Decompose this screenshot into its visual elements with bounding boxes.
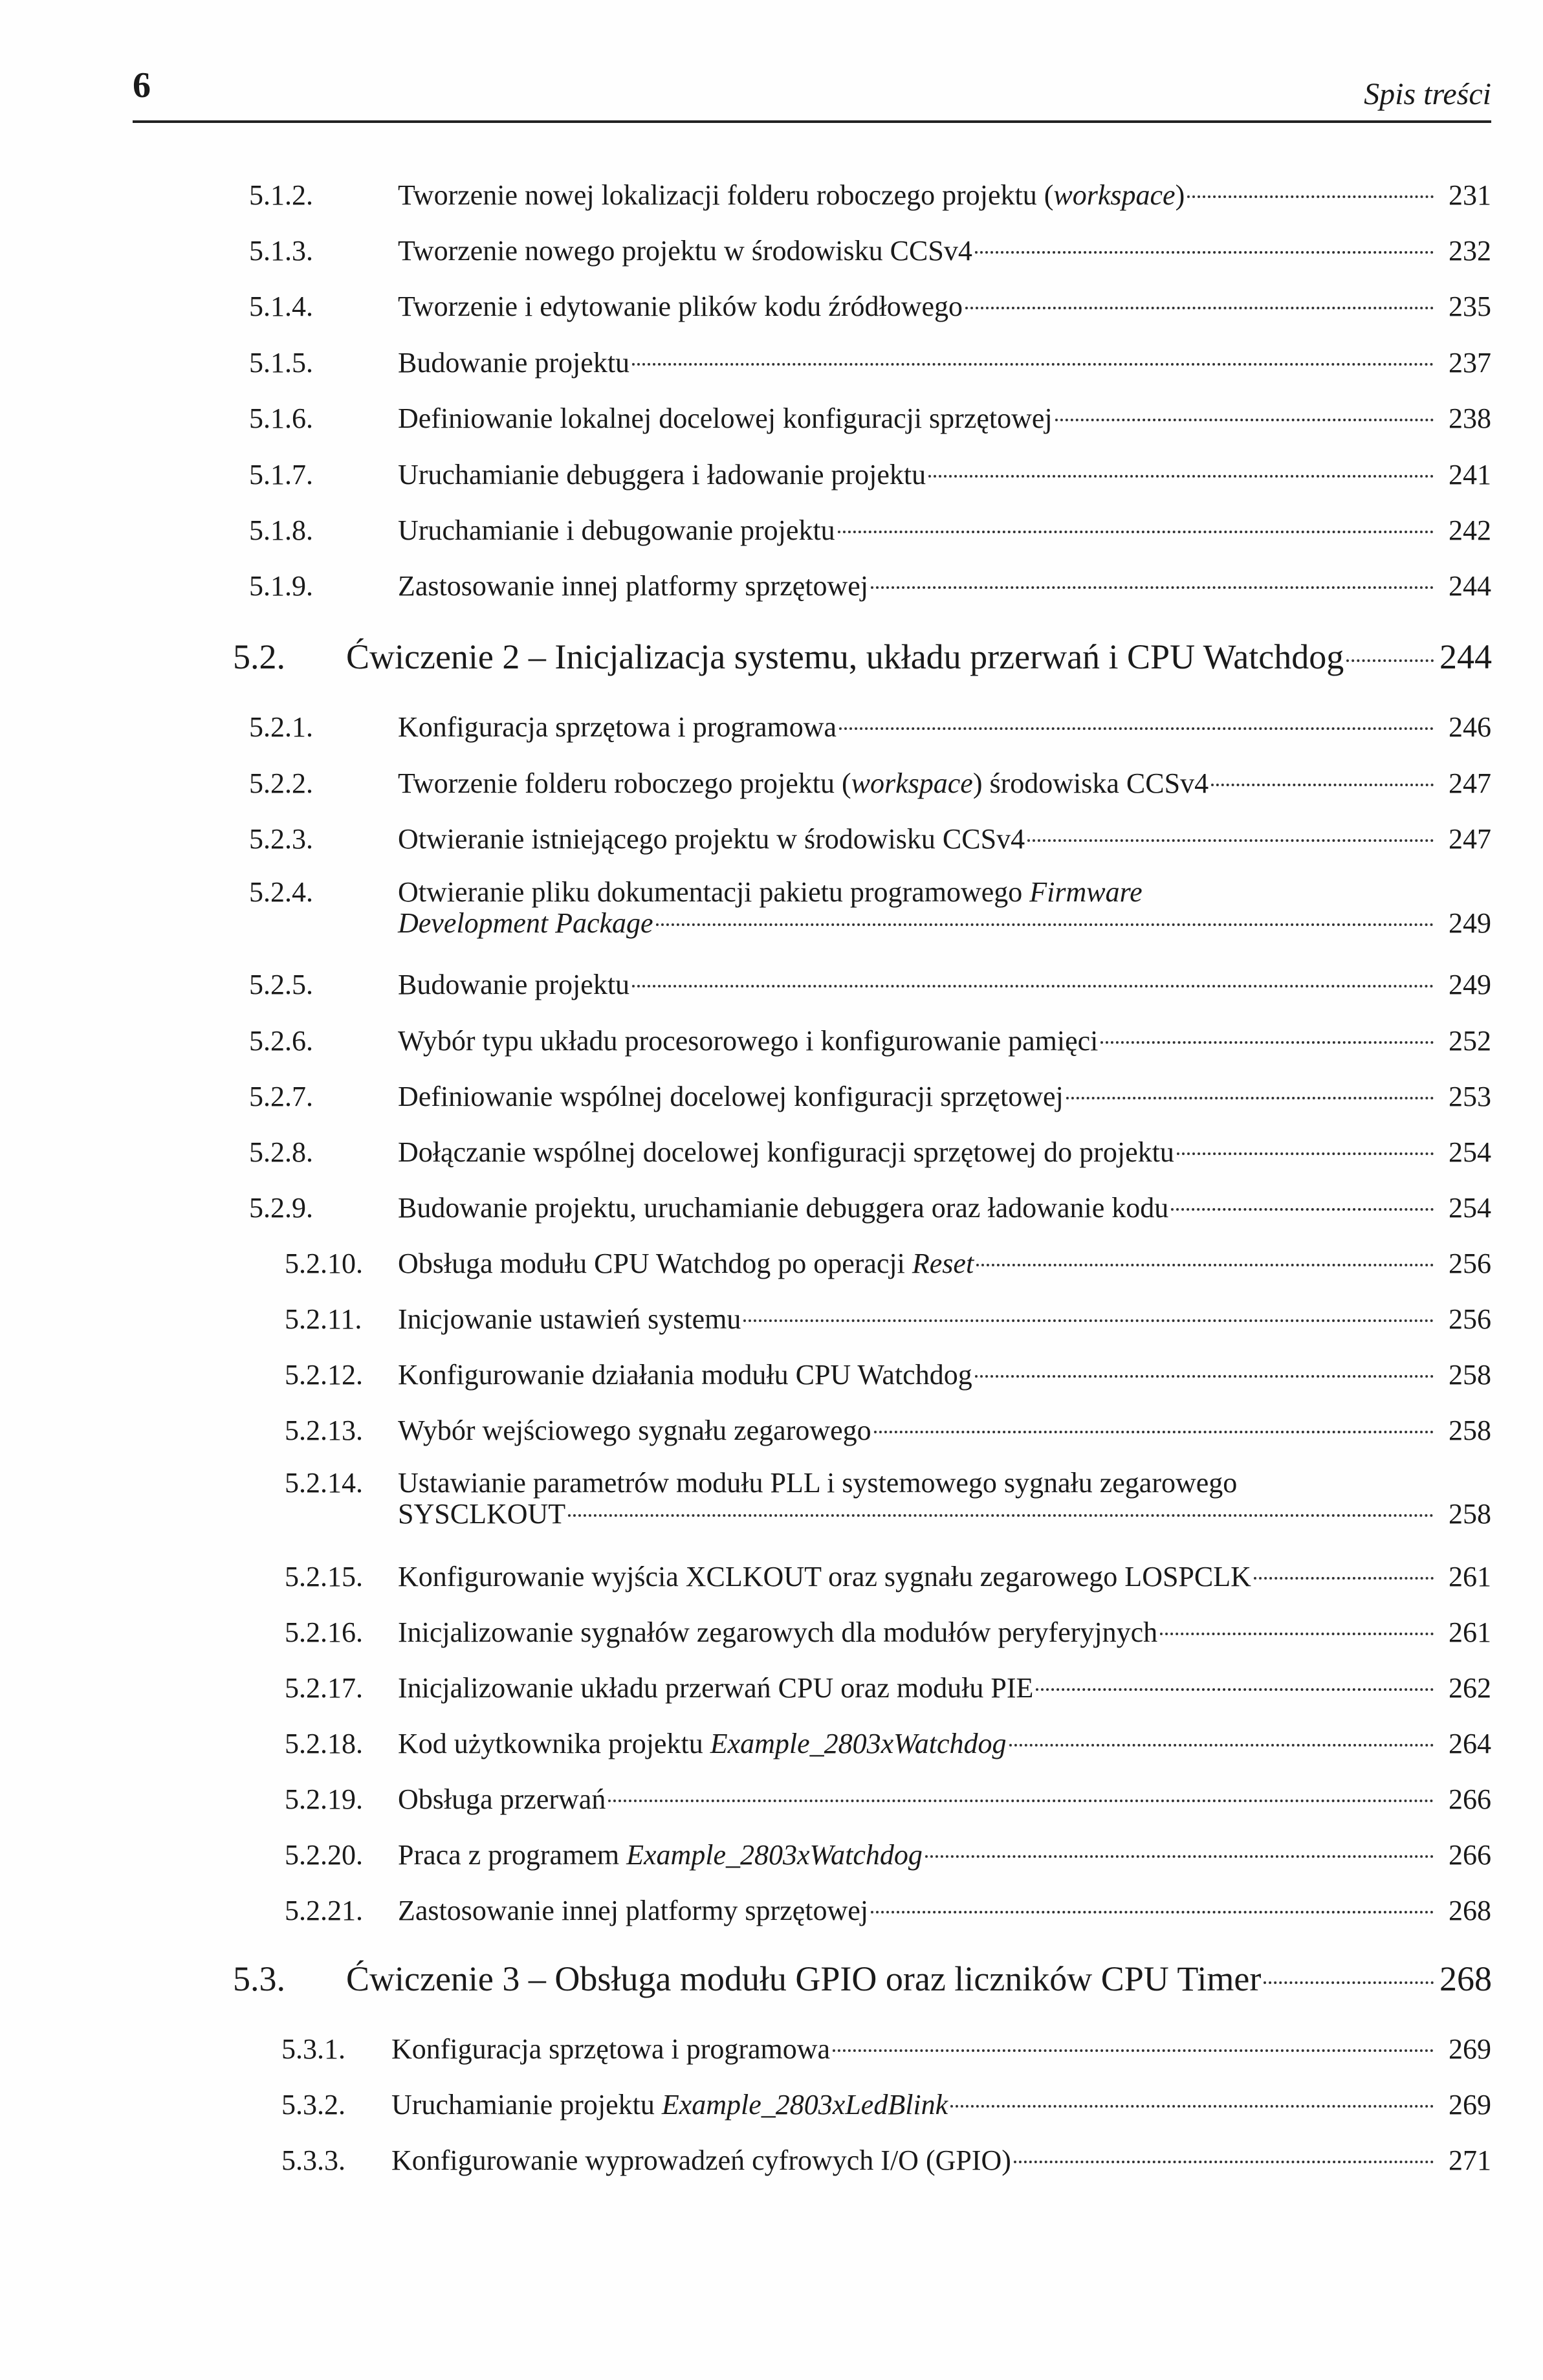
toc-entry-page: 232 [1449, 235, 1491, 267]
toc-entry-number: 5.2.21. [285, 1895, 363, 1926]
dot-leader [928, 475, 1434, 478]
toc-entry-number: 5.2.11. [285, 1303, 362, 1335]
toc-entry-number: 5.1.3. [249, 235, 313, 267]
toc-entry-title: Zastosowanie innej platformy sprzętowej [398, 1895, 869, 1926]
toc-entry-number: 5.2.1. [249, 711, 313, 743]
dot-leader [1160, 1633, 1434, 1635]
dot-leader [1027, 839, 1434, 842]
toc-entry-number: 5.3.3. [281, 2144, 345, 2176]
toc-entry-title-continued: Development Package [398, 907, 653, 939]
toc-entry-number: 5.2.9. [249, 1192, 313, 1224]
dot-leader [871, 1911, 1434, 1913]
toc-entry-number: 5.1.8. [249, 514, 313, 546]
toc-entry-page: 261 [1449, 1616, 1491, 1648]
toc-entry-number: 5.2. [233, 637, 285, 676]
toc-entry-title: Budowanie projektu, uruchamianie debuggera oraz ładowanie kodu [398, 1192, 1169, 1224]
toc-entry-number: 5.1.7. [249, 459, 313, 490]
toc-entry-title: Dołączanie wspólnej docelowej konfiguracji sprzętowej do projektu [398, 1136, 1174, 1168]
toc-entry-title: Uruchamianie i debugowanie projektu [398, 514, 835, 546]
toc-entry-title: Tworzenie i edytowanie plików kodu źródłowego [398, 291, 963, 322]
toc-entry-number: 5.2.6. [249, 1025, 313, 1057]
toc-entry-number: 5.2.13. [285, 1415, 363, 1446]
toc-entry-page: 258 [1449, 1415, 1491, 1446]
toc-entry-page: 231 [1449, 179, 1491, 211]
toc-entry-number: 5.2.15. [285, 1561, 363, 1592]
dot-leader [976, 1264, 1434, 1266]
dot-leader [632, 985, 1434, 987]
toc-entry-title: Obsługa modułu CPU Watchdog po operacji Reset [398, 1248, 974, 1279]
toc-entry-page: 258 [1449, 1359, 1491, 1391]
dot-leader [632, 363, 1434, 366]
dot-leader [1066, 1097, 1434, 1099]
toc-entry-page: 271 [1449, 2144, 1491, 2176]
toc-entry-page: 246 [1449, 711, 1491, 743]
toc-entry-page: 235 [1449, 291, 1491, 322]
dot-leader [743, 1319, 1434, 1322]
toc-entry-number: 5.2.20. [285, 1839, 363, 1871]
toc-entry-page: 252 [1449, 1025, 1491, 1057]
toc-entry-title: Definiowanie lokalnej docelowej konfiguracji sprzętowej [398, 402, 1053, 434]
dot-leader [1171, 1208, 1434, 1211]
toc-entry-number: 5.2.2. [249, 767, 313, 799]
toc-entry-page: 269 [1449, 2089, 1491, 2121]
dot-leader [965, 307, 1434, 309]
dot-leader [1055, 419, 1434, 421]
toc-entry-page: 268 [1449, 1895, 1491, 1926]
dot-leader [839, 727, 1434, 730]
toc-entry-page: 237 [1449, 347, 1491, 379]
toc-entry-number: 5.1.4. [249, 291, 313, 322]
toc-entry-number: 5.2.5. [249, 969, 313, 1000]
toc-entry-page: 256 [1449, 1303, 1491, 1335]
dot-leader [1187, 195, 1434, 198]
dot-leader [975, 1375, 1434, 1378]
toc-entry-number: 5.2.17. [285, 1672, 363, 1704]
dot-leader [1254, 1577, 1434, 1580]
toc-entry-number: 5.2.7. [249, 1081, 313, 1112]
toc-entry-title: Obsługa przerwań [398, 1783, 606, 1815]
toc-entry-title: Praca z programem Example_2803xWatchdog [398, 1839, 923, 1871]
dot-leader [568, 1514, 1434, 1517]
toc-entry-number: 5.2.12. [285, 1359, 363, 1391]
toc-entry-number: 5.1.9. [249, 570, 313, 602]
toc-entry-page: 247 [1449, 767, 1491, 799]
toc-entry-title: Otwieranie istniejącego projektu w środowisku CCSv4 [398, 823, 1025, 855]
toc-entry-number: 5.1.6. [249, 402, 313, 434]
dot-leader [975, 251, 1434, 254]
dot-leader [1264, 1981, 1434, 1984]
dot-leader [874, 1431, 1434, 1433]
toc-entry-title: Definiowanie wspólnej docelowej konfiguracji sprzętowej [398, 1081, 1064, 1112]
toc-entry-title: Inicjalizowanie sygnałów zegarowych dla modułów peryferyjnych [398, 1616, 1158, 1648]
toc-entry-title: Otwieranie pliku dokumentacji pakietu programowego Firmware [398, 876, 1143, 908]
toc-entry-number: 5.2.19. [285, 1783, 363, 1815]
toc-entry-page: 249 [1449, 907, 1491, 939]
toc-entry-title: Konfiguracja sprzętowa i programowa [391, 2033, 831, 2065]
toc-entry-page: 244 [1439, 637, 1492, 676]
toc-entry-page: 242 [1449, 514, 1491, 546]
toc-entry-page: 264 [1449, 1728, 1491, 1759]
toc-entry-number: 5.1.2. [249, 179, 313, 211]
toc-entry-page: 266 [1449, 1839, 1491, 1871]
dot-leader [656, 923, 1434, 926]
toc-entry-title: Tworzenie nowej lokalizacji folderu roboczego projektu (workspace) [398, 179, 1185, 211]
toc-entry-title: Konfigurowanie wyjścia XCLKOUT oraz sygnału zegarowego LOSPCLK [398, 1561, 1251, 1592]
toc-entry-title: Budowanie projektu [398, 347, 630, 379]
toc-entry-number: 5.2.8. [249, 1136, 313, 1168]
toc-entry[interactable] [249, 877, 1491, 954]
toc-entry-number: 5.3.1. [281, 2033, 345, 2065]
toc-entry-title: Wybór wejściowego sygnału zegarowego [398, 1415, 871, 1446]
dot-leader [608, 1800, 1434, 1802]
page-number: 6 [133, 65, 151, 105]
toc-entry-title: Inicjalizowanie układu przerwań CPU oraz modułu PIE [398, 1672, 1034, 1704]
toc-entry-page: 258 [1449, 1498, 1491, 1530]
toc-entry[interactable] [285, 1468, 1491, 1545]
toc-entry-number: 5.3.2. [281, 2089, 345, 2121]
dot-leader [950, 2105, 1434, 2108]
toc-entry-title: Tworzenie nowego projektu w środowisku CCSv4 [398, 235, 972, 267]
dot-leader [1036, 1688, 1434, 1691]
toc-entry-page: 266 [1449, 1783, 1491, 1815]
toc-entry-page: 254 [1449, 1136, 1491, 1168]
toc-entry-page: 268 [1439, 1959, 1492, 1998]
toc-entry-page: 254 [1449, 1192, 1491, 1224]
toc-entry-page: 244 [1449, 570, 1491, 602]
toc-entry-number: 5.1.5. [249, 347, 313, 379]
dot-leader [1009, 1744, 1434, 1746]
dot-leader [1346, 659, 1434, 662]
dot-leader [1211, 784, 1434, 786]
toc-entry-number: 5.2.16. [285, 1616, 363, 1648]
toc-entry-title: Budowanie projektu [398, 969, 630, 1000]
dot-leader [1014, 2161, 1434, 2163]
toc-entry-page: 249 [1449, 969, 1491, 1000]
toc-entry-page: 241 [1449, 459, 1491, 490]
toc-entry-title: Uruchamianie projektu Example_2803xLedBlink [391, 2089, 948, 2121]
toc-entry-title: Kod użytkownika projektu Example_2803xWatchdog [398, 1728, 1007, 1759]
dot-leader [838, 531, 1434, 533]
toc-entry-page: 269 [1449, 2033, 1491, 2065]
toc-entry-page: 262 [1449, 1672, 1491, 1704]
toc-entry-title: Inicjowanie ustawień systemu [398, 1303, 741, 1335]
dot-leader [925, 1855, 1434, 1858]
toc-entry-number: 5.2.18. [285, 1728, 363, 1759]
toc-entry-title: Konfigurowanie wyprowadzeń cyfrowych I/O (GPIO) [391, 2144, 1011, 2176]
dot-leader [871, 586, 1434, 589]
dot-leader [833, 2049, 1434, 2052]
toc-entry-number: 5.2.4. [249, 876, 313, 908]
toc-entry-title: Konfigurowanie działania modułu CPU Watchdog [398, 1359, 972, 1391]
toc-entry-title: Uruchamianie debuggera i ładowanie projektu [398, 459, 926, 490]
toc-entry-page: 247 [1449, 823, 1491, 855]
toc-entry-page: 261 [1449, 1561, 1491, 1592]
running-title: Spis treści [1364, 77, 1491, 111]
toc-entry-title: Tworzenie folderu roboczego projektu (workspace) środowiska CCSv4 [398, 767, 1209, 799]
toc-entry-page: 256 [1449, 1248, 1491, 1279]
toc-entry-title: Ćwiczenie 2 – Inicjalizacja systemu, układu przerwań i CPU Watchdog [346, 637, 1344, 676]
toc-entry-number: 5.3. [233, 1959, 285, 1998]
dot-leader [1177, 1152, 1434, 1155]
dot-leader [1100, 1041, 1434, 1044]
toc-entry-page: 253 [1449, 1081, 1491, 1112]
toc-entry-title-continued: SYSCLKOUT [398, 1498, 566, 1530]
toc-entry-page: 238 [1449, 402, 1491, 434]
toc-entry-title: Zastosowanie innej platformy sprzętowej [398, 570, 869, 602]
toc-entry-title: Wybór typu układu procesorowego i konfigurowanie pamięci [398, 1025, 1099, 1057]
toc-entry-number: 5.2.14. [285, 1467, 363, 1499]
toc-entry-title: Ustawianie parametrów modułu PLL i systemowego sygnału zegarowego [398, 1467, 1238, 1499]
toc-entry-title: Konfiguracja sprzętowa i programowa [398, 711, 837, 743]
toc-entry-number: 5.2.3. [249, 823, 313, 855]
toc-entry-title: Ćwiczenie 3 – Obsługa modułu GPIO oraz liczników CPU Timer [346, 1959, 1262, 1998]
toc-entry-number: 5.2.10. [285, 1248, 363, 1279]
